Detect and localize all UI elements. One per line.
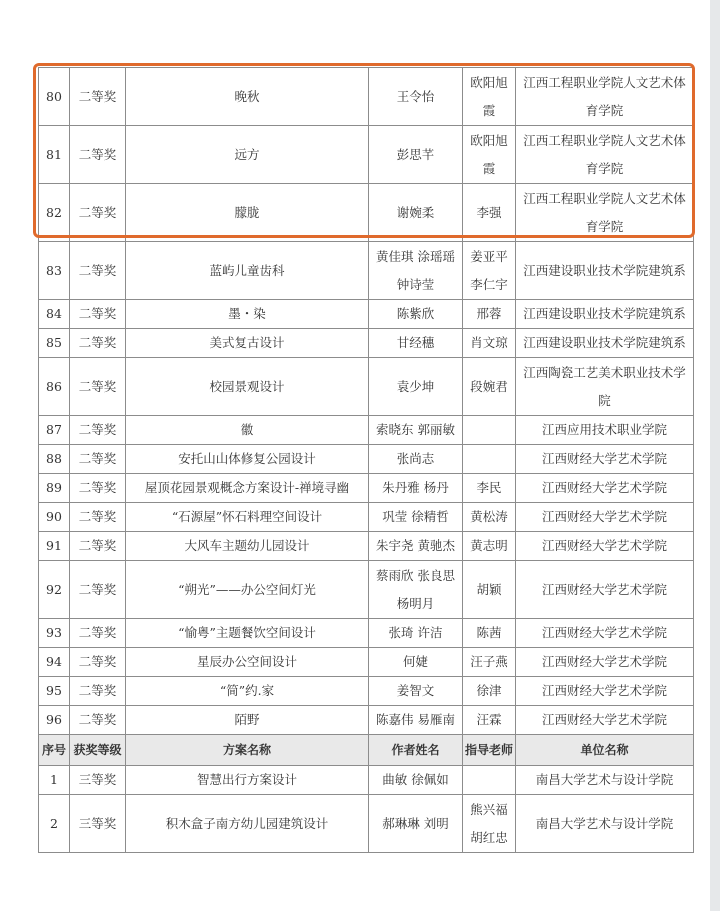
table-row [39, 561, 694, 619]
institution-name [516, 126, 694, 184]
advisor-names-line: 汪子燕 [470, 654, 508, 669]
award-level: 二等奖 [70, 706, 126, 735]
author-names [369, 795, 463, 853]
author-names [369, 474, 463, 503]
author-names-line: 钟诗莹 [396, 276, 435, 292]
advisor-names-line: 胡红忠 [470, 829, 508, 845]
author-names [369, 445, 463, 474]
author-names [369, 706, 463, 735]
award-level: 二等奖 [70, 474, 126, 503]
advisor-names [463, 532, 516, 561]
institution-name [516, 619, 694, 648]
table-row [39, 503, 694, 532]
author-names-line: 王令怡 [396, 88, 435, 104]
institution-name [516, 561, 694, 619]
advisor-names-line: 李强 [476, 204, 502, 220]
table-row [39, 619, 694, 648]
advisor-names-line: 徐津 [476, 683, 502, 698]
institution-name [516, 677, 694, 706]
institution-name [516, 300, 694, 329]
author-names [369, 619, 463, 648]
advisor-names-line: 霞 [482, 160, 496, 176]
advisor-names [463, 184, 516, 242]
project-title: “朔光”——办公空间灯光 [126, 561, 369, 619]
author-names-line: 彭思芊 [396, 146, 435, 162]
advisor-names [463, 300, 516, 329]
institution-name [516, 68, 694, 126]
table-row [39, 795, 694, 853]
row-number: 86 [39, 358, 70, 416]
author-names-line: 张尚志 [396, 451, 435, 466]
project-title: “简”约.家 [126, 677, 369, 706]
institution-name-line: 江西财经大学艺术学院 [541, 451, 667, 466]
project-title: 美式复古设计 [126, 329, 369, 358]
advisor-names-line: 汪霖 [476, 712, 502, 727]
author-names [369, 68, 463, 126]
project-title: 积木盒子南方幼儿园建筑设计 [126, 795, 369, 853]
project-title: 朦胧 [126, 184, 369, 242]
author-names [369, 766, 463, 795]
author-names-line: 何婕 [402, 654, 428, 669]
institution-name-line: 江西财经大学艺术学院 [541, 683, 667, 698]
awards-table [38, 67, 694, 853]
institution-name [516, 358, 694, 416]
author-names-line: 陈嘉伟 易雁南 [376, 712, 455, 727]
award-level: 二等奖 [70, 242, 126, 300]
project-title: “石源屋”怀石料理空间设计 [126, 503, 369, 532]
author-names [369, 126, 463, 184]
institution-name-line: 江西财经大学艺术学院 [541, 538, 667, 553]
advisor-names [463, 329, 516, 358]
institution-name-line: 江西财经大学艺术学院 [541, 581, 667, 597]
project-title: 墨・染 [126, 300, 369, 329]
award-level: 二等奖 [70, 68, 126, 126]
project-title: 星辰办公空间设计 [126, 648, 369, 677]
institution-name-line: 育学院 [585, 160, 624, 176]
institution-name-line: 江西财经大学艺术学院 [541, 509, 667, 524]
row-number: 96 [39, 706, 70, 735]
institution-name-line: 育学院 [585, 102, 624, 118]
project-title: 蓝屿儿童齿科 [126, 242, 369, 300]
row-number: 85 [39, 329, 70, 358]
advisor-names-line: 邢蓉 [476, 306, 502, 321]
table-row [39, 416, 694, 445]
award-level: 二等奖 [70, 126, 126, 184]
row-number: 1 [39, 766, 70, 795]
project-title: 智慧出行方案设计 [126, 766, 369, 795]
advisor-names-line: 胡颖 [476, 581, 502, 597]
table-row [39, 184, 694, 242]
advisor-names-line: 黄志明 [470, 538, 508, 553]
institution-name-line: 江西财经大学艺术学院 [541, 712, 667, 727]
award-level: 二等奖 [70, 503, 126, 532]
institution-name [516, 795, 694, 853]
advisor-names [463, 648, 516, 677]
table-row [39, 677, 694, 706]
row-number: 81 [39, 126, 70, 184]
row-number: 90 [39, 503, 70, 532]
author-names-line: 杨明月 [396, 595, 435, 611]
institution-name-line: 江西财经大学艺术学院 [541, 654, 667, 669]
project-title: “愉粤”主题餐饮空间设计 [126, 619, 369, 648]
award-level: 二等奖 [70, 532, 126, 561]
award-level: 二等奖 [70, 329, 126, 358]
advisor-names [463, 561, 516, 619]
row-number: 83 [39, 242, 70, 300]
award-level: 三等奖 [70, 795, 126, 853]
column-header: 单位名称 [516, 735, 694, 766]
institution-name-line: 南昌大学艺术与设计学院 [535, 772, 674, 787]
institution-name [516, 445, 694, 474]
row-number: 2 [39, 795, 70, 853]
author-names [369, 503, 463, 532]
project-title: 晚秋 [126, 68, 369, 126]
column-header: 方案名称 [126, 735, 369, 766]
award-level: 三等奖 [70, 766, 126, 795]
institution-name-line: 江西工程职业学院人文艺术体 [523, 190, 686, 206]
advisor-names-line: 段婉君 [470, 378, 508, 394]
author-names [369, 677, 463, 706]
table-row [39, 242, 694, 300]
author-names-line: 索晓东 郭丽敏 [376, 422, 455, 437]
institution-name [516, 242, 694, 300]
row-number: 82 [39, 184, 70, 242]
project-title: 安托山山体修复公园设计 [126, 445, 369, 474]
advisor-names [463, 706, 516, 735]
author-names [369, 532, 463, 561]
institution-name-line: 江西建设职业技术学院建筑系 [523, 262, 686, 278]
institution-name [516, 503, 694, 532]
advisor-names-line: 姜亚平 [470, 248, 508, 264]
author-names-line: 巩莹 徐精哲 [382, 509, 449, 524]
row-number: 94 [39, 648, 70, 677]
row-number: 95 [39, 677, 70, 706]
row-number: 80 [39, 68, 70, 126]
advisor-names [463, 416, 516, 445]
author-names [369, 648, 463, 677]
author-names [369, 329, 463, 358]
advisor-names [463, 677, 516, 706]
author-names [369, 358, 463, 416]
table-header-row [39, 735, 694, 766]
row-number: 87 [39, 416, 70, 445]
advisor-names-line: 陈茜 [476, 625, 502, 640]
award-level: 二等奖 [70, 300, 126, 329]
project-title: 徽 [126, 416, 369, 445]
award-level: 二等奖 [70, 619, 126, 648]
author-names-line: 谢婉柔 [396, 204, 435, 220]
advisor-names-line: 李仁宇 [470, 276, 508, 292]
table-row [39, 329, 694, 358]
institution-name-line: 江西应用技术职业学院 [541, 422, 667, 437]
award-level: 二等奖 [70, 561, 126, 619]
advisor-names [463, 126, 516, 184]
advisor-names [463, 358, 516, 416]
award-level: 二等奖 [70, 358, 126, 416]
award-level: 二等奖 [70, 184, 126, 242]
institution-name-line: 江西财经大学艺术学院 [541, 625, 667, 640]
advisor-names [463, 68, 516, 126]
author-names-line: 张琦 许洁 [388, 625, 443, 640]
institution-name-line: 江西建设职业技术学院建筑系 [523, 306, 686, 321]
table-row [39, 532, 694, 561]
institution-name-line: 江西建设职业技术学院建筑系 [523, 335, 686, 350]
institution-name [516, 416, 694, 445]
award-level: 二等奖 [70, 648, 126, 677]
row-number: 88 [39, 445, 70, 474]
advisor-names [463, 474, 516, 503]
institution-name [516, 329, 694, 358]
advisor-names-line: 黄松涛 [470, 509, 508, 524]
author-names-line: 曲敏 徐佩如 [382, 772, 449, 787]
institution-name [516, 474, 694, 503]
author-names-line: 朱宇尧 黄驰杰 [376, 538, 455, 553]
project-title: 屋顶花园景观概念方案设计-禅境寻幽 [126, 474, 369, 503]
project-title: 大风车主题幼儿园设计 [126, 532, 369, 561]
author-names-line: 甘经穗 [396, 335, 435, 350]
table-row [39, 68, 694, 126]
table-row [39, 445, 694, 474]
author-names [369, 242, 463, 300]
column-header: 获奖等级 [70, 735, 126, 766]
table-row [39, 300, 694, 329]
award-level: 二等奖 [70, 416, 126, 445]
advisor-names-line: 李民 [476, 480, 502, 495]
advisor-names [463, 242, 516, 300]
award-level: 二等奖 [70, 445, 126, 474]
advisor-names-line: 肖文琼 [470, 335, 508, 350]
institution-name-line: 南昌大学艺术与设计学院 [535, 815, 674, 831]
advisor-names [463, 766, 516, 795]
author-names [369, 184, 463, 242]
project-title: 远方 [126, 126, 369, 184]
row-number: 93 [39, 619, 70, 648]
row-number: 84 [39, 300, 70, 329]
author-names-line: 姜智文 [396, 683, 435, 698]
table-row [39, 766, 694, 795]
author-names-line: 黄佳琪 涂瑶瑶 [376, 248, 455, 264]
table-row [39, 126, 694, 184]
column-header: 作者姓名 [369, 735, 463, 766]
institution-name [516, 532, 694, 561]
project-title: 校园景观设计 [126, 358, 369, 416]
advisor-names [463, 619, 516, 648]
advisor-names-line: 欧阳旭 [470, 74, 508, 90]
project-title: 陌野 [126, 706, 369, 735]
table-row [39, 648, 694, 677]
institution-name [516, 706, 694, 735]
author-names-line: 朱丹雅 杨丹 [382, 480, 449, 495]
column-header: 指导老师 [463, 735, 516, 766]
scrollbar-track[interactable] [710, 0, 720, 911]
author-names [369, 300, 463, 329]
author-names-line: 袁少坤 [396, 378, 435, 394]
row-number: 89 [39, 474, 70, 503]
author-names [369, 416, 463, 445]
advisor-names-line: 欧阳旭 [470, 132, 508, 148]
author-names [369, 561, 463, 619]
advisor-names [463, 503, 516, 532]
table-row [39, 474, 694, 503]
award-level: 二等奖 [70, 677, 126, 706]
institution-name-line: 育学院 [585, 218, 624, 234]
row-number: 91 [39, 532, 70, 561]
row-number: 92 [39, 561, 70, 619]
author-names-line: 郝琳琳 刘明 [382, 815, 449, 831]
advisor-names-line: 熊兴福 [470, 801, 508, 817]
institution-name [516, 766, 694, 795]
column-header: 序号 [39, 735, 70, 766]
institution-name-line: 江西陶瓷工艺美术职业技术学 [523, 364, 686, 380]
table-row [39, 706, 694, 735]
institution-name [516, 648, 694, 677]
institution-name-line: 江西工程职业学院人文艺术体 [523, 74, 686, 90]
advisor-names [463, 445, 516, 474]
institution-name-line: 江西财经大学艺术学院 [541, 480, 667, 495]
table-row [39, 358, 694, 416]
author-names-line: 陈紫欣 [396, 306, 435, 321]
institution-name [516, 184, 694, 242]
advisor-names-line: 霞 [482, 102, 496, 118]
institution-name-line: 江西工程职业学院人文艺术体 [523, 132, 686, 148]
institution-name-line: 院 [598, 392, 611, 408]
advisor-names [463, 795, 516, 853]
author-names-line: 蔡雨欣 张良思 [376, 567, 455, 583]
